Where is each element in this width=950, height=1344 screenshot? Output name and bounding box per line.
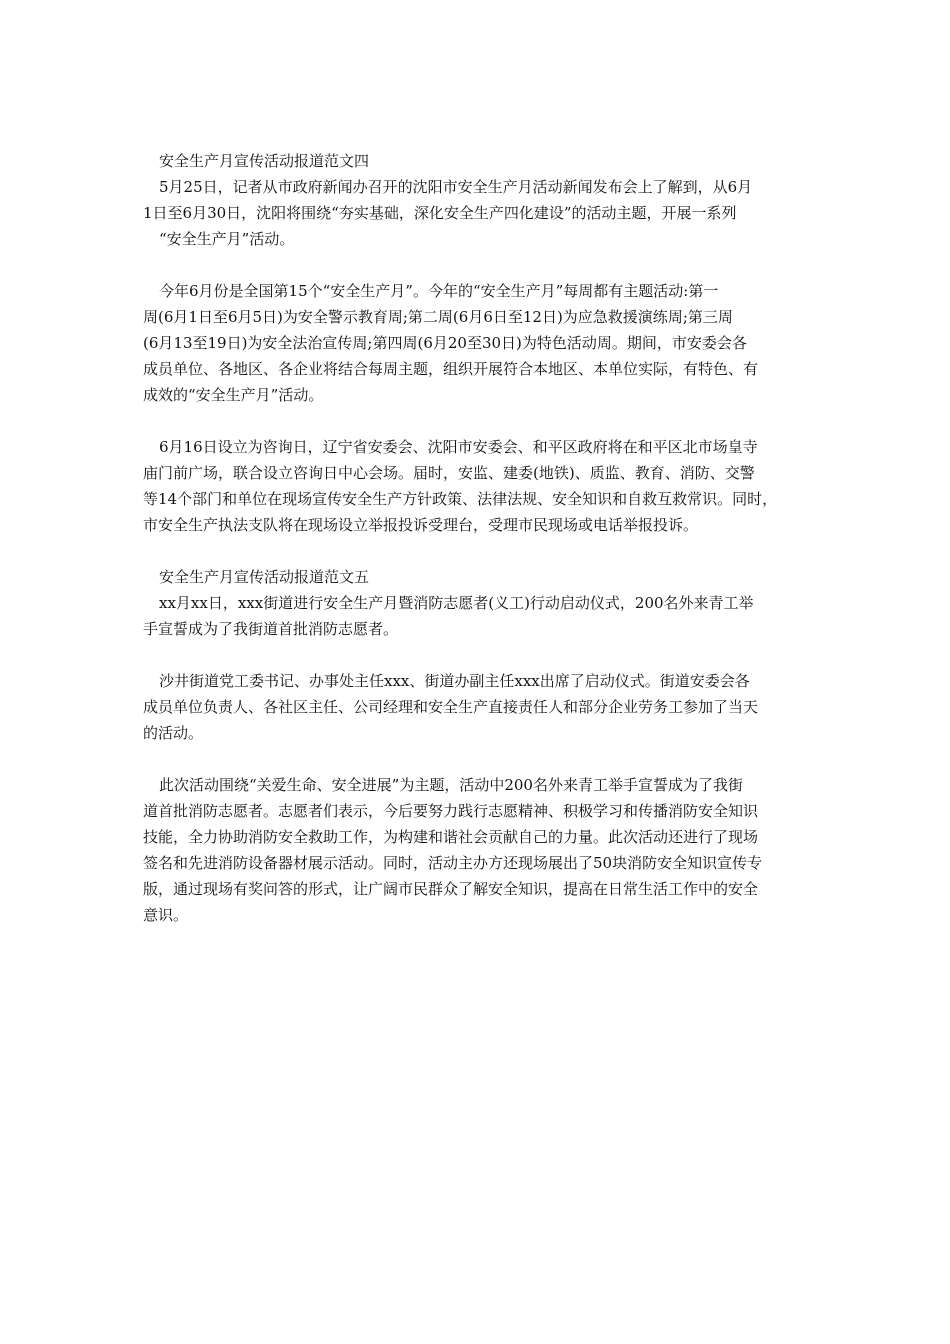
paragraph — [143, 434, 815, 538]
paragraph — [143, 174, 815, 252]
text-line: 签名和先进消防设备器材展示活动。同时，活动主办方还现场展出了50块消防安全知识宣传专 — [143, 854, 763, 872]
text-line: 等14个部门和单位在现场宣传安全生产方针政策、法律法规、安全知识和自救互救常识。同时， — [143, 490, 778, 508]
text-line: 市安全生产执法支队将在现场设立举报投诉受理台，受理市民现场或电话举报投诉。 — [143, 516, 699, 534]
text-line: 今年6月份是全国第15个“安全生产月”。今年的“安全生产月”每周都有主题活动:第一 — [159, 282, 719, 300]
text-line: 的活动。 — [143, 724, 204, 742]
paragraph — [143, 668, 815, 746]
paragraph — [143, 590, 815, 642]
text-line: 版，通过现场有奖问答的形式，让广阔市民群众了解安全知识，提高在日常生活工作中的安全 — [143, 880, 759, 898]
text-line: 成员单位负责人、各社区主任、公司经理和安全生产直接责任人和部分企业劳务工参加了当天 — [143, 698, 759, 716]
text-line: 1日至6月30日，沈阳将围绕“夯实基础，深化安全生产四化建设”的活动主题，开展一系列 — [143, 204, 737, 222]
text-line: “安全生产月”活动。 — [159, 230, 295, 248]
text-line: 技能，全力协助消防安全救助工作，为构建和谐社会贡献自己的力量。此次活动还进行了现场 — [143, 828, 759, 846]
section-title: 安全生产月宣传活动报道范文四 — [159, 152, 370, 170]
text-line: 5月25日，记者从市政府新闻办召开的沈阳市安全生产月活动新闻发布会上了解到，从6月 — [159, 178, 753, 196]
text-line: 此次活动围绕“关爱生命、安全进展”为主题，活动中200名外来青工举手宣誓成为了我街 — [159, 776, 743, 794]
text-line: 周(6月1日至6月5日)为安全警示教育周;第二周(6月6日至12日)为应急救援演练周;第三周 — [143, 308, 733, 326]
paragraph — [143, 772, 815, 928]
text-line: 成效的“安全生产月”活动。 — [143, 386, 324, 404]
text-line: xx月xx日，xxx街道进行安全生产月暨消防志愿者(义工)行动启动仪式，200名外来青工举 — [159, 594, 754, 612]
text-line: 手宣誓成为了我街道首批消防志愿者。 — [143, 620, 399, 638]
text-line: 意识。 — [143, 906, 189, 924]
text-line: 道首批消防志愿者。志愿者们表示，今后要努力践行志愿精神、积极学习和传播消防安全知识 — [143, 802, 759, 820]
text-line: 庙门前广场，联合设立咨询日中心会场。届时，安监、建委(地铁)、质监、教育、消防、交警 — [143, 464, 755, 482]
text-line: 沙井街道党工委书记、办事处主任xxx、街道办副主任xxx出席了启动仪式。街道安委会各 — [159, 672, 750, 690]
text-line: (6月13至19日)为安全法治宣传周;第四周(6月20至30日)为特色活动周。期间，市安委会各 — [143, 334, 747, 352]
text-line: 成员单位、各地区、各企业将结合每周主题，组织开展符合本地区、本单位实际，有特色、有 — [143, 360, 759, 378]
section-title: 安全生产月宣传活动报道范文五 — [159, 568, 370, 586]
paragraph — [143, 278, 815, 408]
text-line: 6月16日设立为咨询日，辽宁省安委会、沈阳市安委会、和平区政府将在和平区北市场皇寺 — [159, 438, 758, 456]
document-body — [143, 148, 815, 928]
